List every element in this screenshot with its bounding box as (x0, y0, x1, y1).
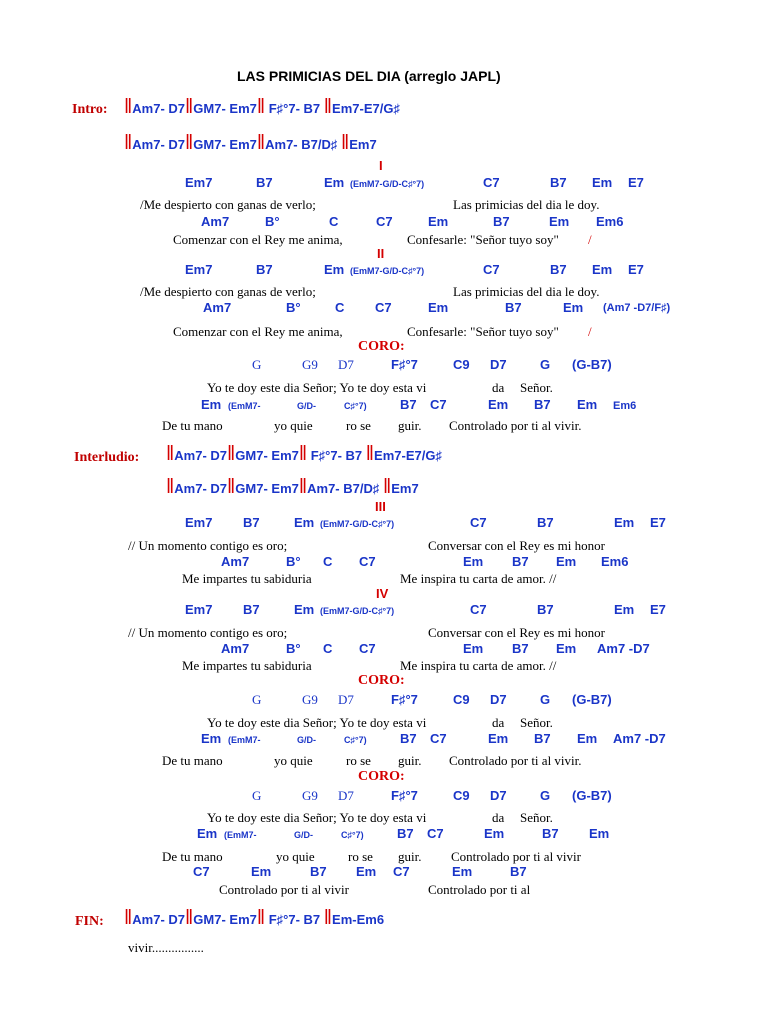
chord-group: GM7- Em7 (193, 912, 257, 927)
chord-passing: C♯°7) (344, 401, 367, 411)
double-barline: ‖ (227, 476, 236, 498)
lyric-line: da (492, 810, 505, 825)
lyric-line: // Un momento contigo es oro; (128, 538, 288, 553)
lyric-line: guir. (398, 418, 422, 433)
chord: E7 (628, 175, 644, 190)
lyric-line: Controlado por ti al vivir (451, 849, 581, 864)
chord: B7 (493, 214, 510, 229)
chord: Em (428, 300, 449, 315)
intro-line-2 (124, 132, 377, 154)
lyric-line: ro se (346, 418, 371, 433)
lyric-line: da (492, 715, 505, 730)
double-barline: ‖ (185, 96, 194, 118)
chord: B° (286, 641, 301, 656)
chord-passing: (EmM7-G/D-C♯°7) (350, 179, 425, 189)
chord-group: Am7- D7 (174, 448, 228, 463)
chord: B7 (534, 731, 551, 746)
chord-group: F♯°7- B7 (307, 448, 366, 463)
chord: G (252, 357, 262, 372)
chord-group: GM7- Em7 (193, 101, 257, 116)
section-roman-4: IV (376, 586, 389, 601)
lyric-line: Me impartes tu sabiduria (182, 658, 312, 673)
chord-group: GM7- Em7 (235, 481, 299, 496)
chord: C9 (453, 357, 470, 372)
chord: B7 (256, 175, 273, 190)
chord-passing: (EmM7- (228, 401, 261, 411)
chord: Em7 (185, 262, 213, 277)
chord: Em (556, 641, 577, 656)
chord: B° (286, 554, 301, 569)
lyric-line: // Un momento contigo es oro; (128, 625, 288, 640)
lyric-line: Me inspira tu carta de amor. // (400, 571, 557, 586)
chord: D7 (490, 692, 507, 707)
chord: Em (589, 826, 610, 841)
chord: C7 (393, 864, 410, 879)
chord: D7 (338, 788, 354, 803)
double-barline: ‖ (256, 907, 266, 929)
chord: Em (197, 826, 218, 841)
chord: Em (577, 397, 598, 412)
chord: Em (201, 397, 222, 412)
chord: F♯°7 (391, 692, 418, 707)
chord: C9 (453, 692, 470, 707)
fin-line (124, 907, 385, 929)
coro-label: CORO: (358, 769, 405, 784)
chord: Em (324, 175, 345, 190)
chord-passing: G/D- (297, 735, 316, 745)
chord: Em (452, 864, 473, 879)
double-barline: ‖ (323, 96, 333, 118)
lyric-line: Controlado por ti al vivir. (449, 753, 582, 768)
chord-passing: (EmM7-G/D-C♯°7) (320, 606, 395, 616)
chord: G (252, 788, 262, 803)
lyric-line: Conversar con el Rey es mi honor (428, 625, 605, 640)
lyric-line: ro se (348, 849, 373, 864)
coro-label: CORO: (358, 673, 405, 688)
double-barline: ‖ (298, 443, 308, 465)
lyric-line: Señor. (520, 380, 553, 395)
double-barline: ‖ (382, 476, 392, 498)
chord: Am7 (221, 554, 250, 569)
chord: (G-B7) (572, 692, 612, 707)
chord: B7 (534, 397, 551, 412)
chord: (Am7 -D7/F♯) (603, 302, 671, 314)
chord: C7 (483, 262, 500, 277)
chord: Em (428, 214, 449, 229)
chord: B7 (512, 554, 529, 569)
lyric-line: Yo te doy este dia Señor; Yo te doy esta vi (207, 715, 427, 730)
lyric-line: guir. (398, 849, 422, 864)
lyric-line: Conversar con el Rey es mi honor (428, 538, 605, 553)
chord: C7 (483, 175, 500, 190)
chord: B7 (550, 262, 567, 277)
chord: Em (463, 554, 484, 569)
interludio-line-1 (166, 443, 442, 465)
lyric-line: Confesarle: "Señor tuyo soy" (407, 232, 559, 247)
lyric-line: /Me despierto con ganas de verlo; (140, 284, 316, 299)
chord-group: F♯°7- B7 (265, 912, 324, 927)
double-barline: ‖ (340, 132, 350, 154)
chord: B7 (397, 826, 414, 841)
chord-passing: G/D- (294, 830, 313, 840)
lyric-line: Controlado por ti al (428, 882, 531, 897)
chord: (G-B7) (572, 357, 612, 372)
repeat-mark: / (588, 324, 592, 339)
chord: Am7 -D7 (597, 641, 650, 656)
chord: D7 (338, 692, 354, 707)
chord: B7 (542, 826, 559, 841)
chord: F♯°7 (391, 788, 418, 803)
chord: C7 (430, 731, 447, 746)
chord: Em (614, 515, 635, 530)
lyric-line: Comenzar con el Rey me anima, (173, 232, 343, 247)
lyric-line: Me impartes tu sabiduria (182, 571, 312, 586)
chord: Em (549, 214, 570, 229)
double-barline: ‖ (298, 476, 308, 498)
chord: D7 (338, 357, 354, 372)
chord-group: GM7- Em7 (193, 137, 257, 152)
chord-passing: (EmM7- (228, 735, 261, 745)
lyric-line: Yo te doy este dia Señor; Yo te doy esta vi (207, 380, 427, 395)
double-barline: ‖ (124, 96, 133, 118)
lyric-line: De tu mano (162, 418, 223, 433)
chord: B7 (505, 300, 522, 315)
chord: E7 (628, 262, 644, 277)
chord-group: Em-Em6 (332, 912, 385, 927)
chord-group: Em7-E7/G♯ (374, 448, 442, 463)
chord: F♯°7 (391, 357, 418, 372)
chord: Em (484, 826, 505, 841)
chord: C (329, 214, 339, 229)
chord: B7 (400, 397, 417, 412)
double-barline: ‖ (365, 443, 375, 465)
lyric-line: /Me despierto con ganas de verlo; (140, 197, 316, 212)
chord: Em (294, 515, 315, 530)
chord: Em6 (596, 214, 624, 229)
intro-line-1 (124, 96, 400, 118)
chord: B7 (537, 602, 554, 617)
chord: Em (556, 554, 577, 569)
chord: Em (614, 602, 635, 617)
chord: C7 (193, 864, 210, 879)
chord: C7 (427, 826, 444, 841)
chord: G (252, 692, 262, 707)
chord: G (540, 692, 551, 707)
chord-group: Am7- B7/D♯ (307, 481, 383, 496)
intro-label: Intro: (72, 102, 108, 117)
lyric-line: Confesarle: "Señor tuyo soy" (407, 324, 559, 339)
double-barline: ‖ (323, 907, 333, 929)
chord: C7 (359, 554, 376, 569)
chord-passing: (EmM7- (224, 830, 257, 840)
double-barline: ‖ (166, 476, 175, 498)
chord: Em7 (185, 515, 213, 530)
repeat-mark: / (588, 232, 592, 247)
chord: Em (251, 864, 272, 879)
chord: E7 (650, 515, 666, 530)
chord: Em (577, 731, 598, 746)
chord-passing: (EmM7-G/D-C♯°7) (320, 519, 395, 529)
chord: Em (488, 397, 509, 412)
chord-group: Em7 (349, 137, 377, 152)
lyric-line: Las primicias del dia le doy. (453, 197, 600, 212)
chord: G9 (302, 788, 318, 803)
lyric-line: Comenzar con el Rey me anima, (173, 324, 343, 339)
lyric-line: Señor. (520, 715, 553, 730)
section-roman-1: I (379, 158, 383, 173)
chord-group: Em7 (391, 481, 419, 496)
chord: C (323, 554, 333, 569)
interludio-label: Interludio: (74, 450, 140, 465)
chord: Em6 (601, 554, 629, 569)
chord: B7 (400, 731, 417, 746)
chord: G9 (302, 692, 318, 707)
chord: C7 (375, 300, 392, 315)
lyric-line: De tu mano (162, 849, 223, 864)
lyric-line: Controlado por ti al vivir. (449, 418, 582, 433)
chord: C7 (359, 641, 376, 656)
chord: B7 (512, 641, 529, 656)
section-roman-3: III (375, 499, 386, 514)
chord-passing: (EmM7-G/D-C♯°7) (350, 266, 425, 276)
chord-group: Am7- B7/D♯ (265, 137, 341, 152)
chord-passing: G/D- (297, 401, 316, 411)
chord: C (323, 641, 333, 656)
chord: E7 (650, 602, 666, 617)
section-roman-2: II (377, 246, 385, 261)
lyric-line: vivir................ (128, 940, 204, 955)
chord: Em7 (185, 602, 213, 617)
chord: Em7 (185, 175, 213, 190)
chord: (G-B7) (572, 788, 612, 803)
chord: Em (356, 864, 377, 879)
interludio-line-2 (166, 476, 419, 498)
lyric-line: yo quie (274, 418, 313, 433)
double-barline: ‖ (256, 96, 266, 118)
chord: Em (488, 731, 509, 746)
chord: D7 (490, 357, 507, 372)
chord: Am7 (201, 214, 230, 229)
chord: C7 (470, 602, 487, 617)
chord: B7 (243, 602, 260, 617)
double-barline: ‖ (124, 132, 133, 154)
lyric-line: Yo te doy este dia Señor; Yo te doy esta vi (207, 810, 427, 825)
lyric-line: guir. (398, 753, 422, 768)
chord-group: Am7- D7 (132, 137, 186, 152)
chord: G (540, 788, 551, 803)
lyric-line: yo quie (276, 849, 315, 864)
double-barline: ‖ (227, 443, 236, 465)
chord: B7 (256, 262, 273, 277)
chord: Em (294, 602, 315, 617)
lyric-line: yo quie (274, 753, 313, 768)
chord: C7 (470, 515, 487, 530)
chord: Em6 (613, 400, 637, 412)
chord-group: F♯°7- B7 (265, 101, 324, 116)
chord-group: Am7- D7 (132, 912, 186, 927)
chord: G9 (302, 357, 318, 372)
chord: Am7 -D7 (613, 731, 666, 746)
lyric-line: Señor. (520, 810, 553, 825)
chord: B7 (537, 515, 554, 530)
chord: C (335, 300, 345, 315)
chord: Em (201, 731, 222, 746)
chord-group: GM7- Em7 (235, 448, 299, 463)
chord: G (540, 357, 551, 372)
lyric-line: De tu mano (162, 753, 223, 768)
chord: Am7 (221, 641, 250, 656)
chord-group: Am7- D7 (132, 101, 186, 116)
chord: B° (286, 300, 301, 315)
lyric-line: Me inspira tu carta de amor. // (400, 658, 557, 673)
chord: Em (592, 175, 613, 190)
chord: C9 (453, 788, 470, 803)
chord: B7 (510, 864, 527, 879)
double-barline: ‖ (185, 132, 194, 154)
double-barline: ‖ (166, 443, 175, 465)
coro-label: CORO: (358, 339, 405, 354)
fin-label: FIN: (75, 914, 104, 929)
chord: Am7 (203, 300, 232, 315)
chord: Em (592, 262, 613, 277)
chord-group: Em7-E7/G♯ (332, 101, 400, 116)
chord: Em (463, 641, 484, 656)
chord: B° (265, 214, 280, 229)
chord: C7 (376, 214, 393, 229)
lyric-line: Las primicias del dia le doy. (453, 284, 600, 299)
chord-group: Am7- D7 (174, 481, 228, 496)
double-barline: ‖ (124, 907, 133, 929)
chord: B7 (550, 175, 567, 190)
lyric-line: ro se (346, 753, 371, 768)
chord-passing: C♯°7) (344, 735, 367, 745)
lyric-line: da (492, 380, 505, 395)
chord: B7 (310, 864, 327, 879)
chord-passing: C♯°7) (341, 830, 364, 840)
chord: B7 (243, 515, 260, 530)
lyric-line: Controlado por ti al vivir (219, 882, 349, 897)
chord: Em (324, 262, 345, 277)
double-barline: ‖ (256, 132, 266, 154)
chord: C7 (430, 397, 447, 412)
double-barline: ‖ (185, 907, 194, 929)
chord: D7 (490, 788, 507, 803)
song-title: LAS PRIMICIAS DEL DIA (arreglo JAPL) (237, 68, 501, 84)
chord: Em (563, 300, 584, 315)
